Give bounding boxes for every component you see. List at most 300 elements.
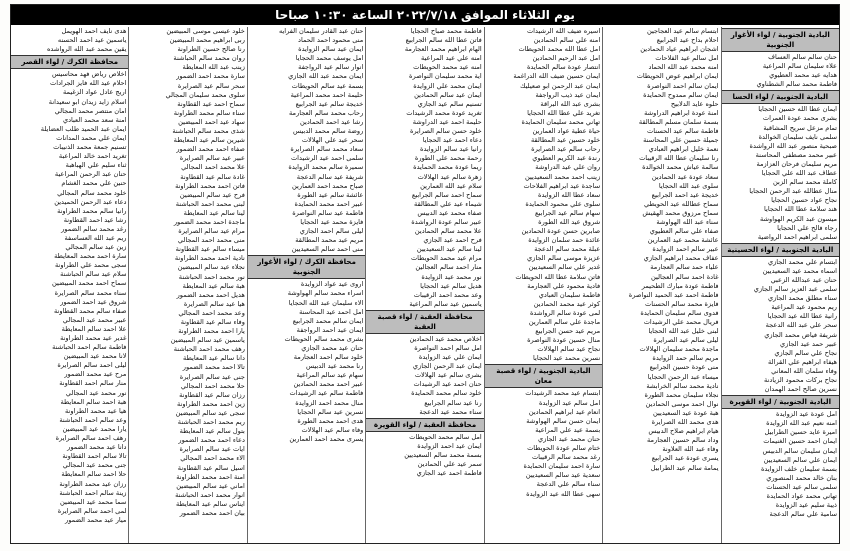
list-item: ايمان سليمان سالم الدبيس xyxy=(762,446,837,455)
list-item: مرام عيد محمد الحويطات xyxy=(410,254,482,263)
list-item: منار احمد سالم العجالين xyxy=(415,263,482,272)
list-item: مريم عيد محمد المطالقة xyxy=(295,236,364,245)
list-item: ختام سالم عودة الحويطات xyxy=(527,444,601,453)
list-item: لبنى محمد احمد الحباشنة xyxy=(175,199,245,208)
list-item: اسلام زايد زيدان ابو سعيدانة xyxy=(48,97,127,106)
list-item: خلود عيسى موسى المبيضين xyxy=(166,27,245,35)
list-item: ايمان عطا الله حسين الحجايا xyxy=(758,105,837,114)
list-item: ايمان سالم احمد النواصرة xyxy=(647,81,719,90)
list-item: فاطمة عودة مبارك الطحيمر xyxy=(641,281,719,290)
list-item: سماح مرزوق محمد الهقيش xyxy=(642,208,719,217)
list-item: زهرة سالم عيد الهلالات xyxy=(417,172,482,181)
list-item: اخلاص رياض فهد محاسيس xyxy=(51,70,127,79)
list-item: بسمة محمد سالم السعيديين xyxy=(404,450,482,459)
list-item: صابرين حسن عودة الحمادين xyxy=(521,227,601,236)
list-item: تغريد علي عطا الله الحجايا xyxy=(527,108,601,117)
list-item: الهام ابراهيم محمد العجارمة xyxy=(404,45,482,54)
list-item: ليلى سالم احمد الجازي xyxy=(299,227,364,236)
list-item: ايمان عيد سالم الحمادين xyxy=(414,90,482,99)
list-item: الاء سليمان عبد الله الحجايا xyxy=(288,298,364,307)
list-item: امان منتصر محمد المجالي xyxy=(54,106,127,115)
section-header: البادية الجنوبية / لواء قصبة معان xyxy=(485,364,602,388)
document-page xyxy=(10,4,840,544)
list-item: حليمة احمد عيد الدراوشة xyxy=(412,117,482,126)
list-item: رحمة محمد علي الطورة xyxy=(414,154,482,163)
list-item: زينة سالم احمد الحباشنة xyxy=(59,488,127,497)
list-item: ساجدة عيد ابراهيم الفلاحات xyxy=(523,181,601,190)
list-item: حنان محمد عيد الجازي xyxy=(538,434,601,443)
list-item: بسمة عيد علي المراعية xyxy=(535,425,601,434)
list-item: حنان عبد الرحمن المراعية xyxy=(54,170,127,179)
list-item: نور محمد عيد المجالي xyxy=(65,388,127,397)
list-item: ماجدة علي سالم العمارين xyxy=(528,318,601,326)
list-item: عبير احمد محمد الحمايدة xyxy=(294,199,364,208)
list-item: عبير محمد عيد المجالي xyxy=(62,315,127,324)
list-item: وفاء سالم عيد الهلالات xyxy=(301,425,364,434)
section-header: محافظة العقبة / لواء قصبة العقبة xyxy=(366,310,483,334)
list-item: بشرى محمد سالم الحويطات xyxy=(284,334,364,343)
list-item: خلود حسن سالم الصرايرة xyxy=(409,127,482,136)
list-item: رزان عيد محمد الطراونة xyxy=(59,479,127,488)
list-item: انوار سالم عيد الرواجفة xyxy=(298,63,364,72)
list-item: سحر علي عبد الله الدعجة xyxy=(765,321,837,330)
name-column xyxy=(247,27,365,543)
list-item: مريم سالم حمد الزوايدة xyxy=(652,354,719,363)
list-item: تهاني محمد سليمان الحمايدة xyxy=(521,117,601,126)
list-item: سناء سالم محمد الطراونة xyxy=(173,108,245,117)
list-item: سهام سالم عيد الجرابيع xyxy=(534,208,601,217)
list-item: بسمة سليمان خلف الزوايدة xyxy=(760,464,837,473)
list-item: سعاد عودة عيد الحمادين xyxy=(651,172,719,181)
section-header: البادية الجنوبية / لواء الحسا xyxy=(722,90,839,104)
list-item: حلا محمد احمد المجالي xyxy=(180,381,245,390)
list-item: فاطمة محمد سالم الشطناوي xyxy=(756,80,837,89)
list-item: فايزة محمد سالم الحسنات xyxy=(645,299,719,308)
list-item: امنه محمد عبد الله الحماد xyxy=(648,63,719,72)
list-item: عبير محمد مصطفى المحاسنة xyxy=(755,150,837,159)
list-item: بتول سالم عيد المعايطة xyxy=(179,427,245,436)
name-list xyxy=(366,27,483,309)
list-item: ايمان علي سالم السعيديين xyxy=(763,455,837,464)
list-item: دعاء عبد الرحمن الحميدين xyxy=(54,197,127,206)
list-item: عبير احمد محمد الحمادين xyxy=(293,380,364,389)
list-item: ايمان حسين ضيف الله الدراغمة xyxy=(513,72,601,81)
list-item: ثناء سليم علي الهباهبة xyxy=(65,161,127,170)
list-item: دعاء احمد محمد الضمور xyxy=(178,436,245,445)
list-item: سناء محمد سالم الصرايرة xyxy=(54,288,127,297)
list-item: غادة سالم عيد القطاونة xyxy=(180,172,245,181)
list-item: نادية محمد سالم الخرابشة xyxy=(646,381,719,390)
date-banner: يوم الثلاثاء الموافق ٢٠٢٢/٧/١٨ الساعة ١٠:٣٠ صباحا xyxy=(11,5,839,25)
list-item: يسرى محمد احمد العمارين xyxy=(289,434,364,443)
list-item: عبير عيد سالم الصرايرة xyxy=(179,154,245,163)
list-item: وعد سالم احمد الحباشنة xyxy=(59,415,127,424)
list-item: هيا عيد محمد الطراونة xyxy=(64,406,127,415)
list-item: سناء عبد الله الهواوشة xyxy=(656,217,719,226)
list-item: امل عطا الله محمد الحويطات xyxy=(518,45,601,54)
list-item: سلمى سالم عيد الحسنات xyxy=(766,482,837,491)
list-item: سلام عيد الله العمارين xyxy=(420,181,482,190)
list-item: منال عطالله عبد الرحمن الحجايا xyxy=(749,187,837,196)
list-item: خديجة سالم عيد الجرابيع xyxy=(295,99,364,108)
list-item: كوثر عيد محمد الحمادين xyxy=(533,299,601,308)
list-item: منى احمد سالم السعيديين xyxy=(291,245,364,254)
list-item: عائدة حمد سلمان الزوايدة xyxy=(528,236,601,245)
list-item: رانية عطا الله عيد الحجايا xyxy=(767,312,837,321)
list-item: خديجة عيد احمد الجرابيع xyxy=(651,190,719,199)
list-item: لمى احمد سالم الصرايرة xyxy=(57,506,127,515)
list-item: سلمى نايف سليمان الخوالدة xyxy=(758,132,837,141)
list-item: خلود سالم محمد الحمايدة xyxy=(411,389,482,398)
name-list xyxy=(722,410,839,519)
list-item: جميلة حسين علي المحاسنة xyxy=(643,136,719,145)
list-item: رانيا سالم محمد الطراونة xyxy=(57,206,127,215)
list-item: رهف احمد سالم الصرايرة xyxy=(55,434,127,443)
list-item: سارة احمد سليمان الحمايدة xyxy=(523,462,601,471)
list-item: صباح محمد احمد العمارين xyxy=(292,181,364,190)
list-item: ايمان عبد الرحمن ابو صعيليك xyxy=(520,81,601,90)
list-item: امل احمد عيد المحاسنة xyxy=(299,307,364,316)
list-item: غدير علي سالم السعيديين xyxy=(528,263,601,272)
list-item: امنة احمد محمد الطراونة xyxy=(176,472,245,481)
list-item: اريج عادل عواد الزغيمة xyxy=(63,88,127,97)
list-item: ميساء سالم عيد القطاونة xyxy=(175,245,245,254)
list-item: رجاء فالح علي الحجايا xyxy=(777,223,837,232)
list-item: ميساء عبد الرحمن الحجايا xyxy=(647,372,719,381)
list-item: روان محمد سالم الحباشنة xyxy=(173,54,245,63)
list-item: فرح احمد عيد الجازي xyxy=(423,236,482,245)
list-item: هبة عودة عيد السعيديين xyxy=(652,408,719,417)
name-list xyxy=(11,70,128,525)
list-item: تالا احمد محمد الضمور xyxy=(182,363,245,372)
list-item: سلوى محمد سليمان المجالي xyxy=(165,90,245,99)
list-item: سميرة سالم محمد الزوايدة xyxy=(288,163,364,172)
list-item: سناء سالم علي الدعجة xyxy=(536,480,601,489)
list-item: زين احمد محمد الطراونة xyxy=(177,399,245,408)
list-item: رحاب محمد سالم العجارمة xyxy=(289,108,364,117)
list-item: اسيره ضيف الله الرشيدات xyxy=(526,27,601,35)
list-item: لينا سالم عيد السعيديين xyxy=(416,245,482,254)
list-item: سهام عيد سالم المراعية xyxy=(296,371,364,380)
list-item: سمر عيد علي الحمادين xyxy=(417,460,482,469)
list-item: ايمان سالم ممدوح الحمايدة xyxy=(643,90,719,99)
list-item: شذى محمد سالم الحباشنة xyxy=(172,127,245,136)
list-item: احلام بداح عيد الجرابيع xyxy=(656,36,719,45)
list-item: انعام عيد ابراهيم الحمادين xyxy=(528,407,601,416)
list-item: فاتن احمد محمد الطراونة xyxy=(175,181,245,190)
list-item: امنة سعد محمد العبادي xyxy=(62,115,127,124)
list-item: نور محمد عيد الزوايدة xyxy=(421,272,482,281)
list-item: يارا محمد عيد المبيضين xyxy=(62,424,127,433)
list-item: منى محمد احمد المجالي xyxy=(177,236,245,245)
list-item: انتصار عودة سالم الحمايدة xyxy=(526,63,601,72)
list-item: رنا صالح حسين الطراونة xyxy=(177,45,245,54)
list-item: ريم محمد احمد الحباشنة xyxy=(177,418,245,427)
list-item: عبير حمد عيد الجازي xyxy=(779,339,837,348)
list-item: نجاح عيد سالم الهلالات xyxy=(537,345,601,354)
list-item: وفاء عبد الله العلاونة xyxy=(662,445,719,454)
list-item: ليلى احمد سالم الصرايرة xyxy=(57,361,127,370)
list-item: سناء مطلق محمد الجازي xyxy=(767,294,837,303)
list-item: سحر عيد علي الهلالات xyxy=(301,136,364,145)
list-item: بسمة سلمان مسلم المطالقة xyxy=(638,117,719,126)
list-item: علياء حمد سالم العجارمة xyxy=(650,263,719,272)
list-item: هديل احمد محمد الضمور xyxy=(176,290,245,299)
list-item: سالمة عياش محمد الخوالدة xyxy=(642,163,719,172)
section-header: محافظة الكرك / لواء القصر xyxy=(11,55,128,69)
list-item: هدايه عيد محمد العطيوي xyxy=(769,71,837,80)
list-item: بشرى عبد الله البراقة xyxy=(540,99,601,108)
list-item: ذيبة سليم عيد الزوايدة xyxy=(775,501,837,510)
list-item: رندة عبد الكريم العطيوي xyxy=(532,154,601,163)
list-item: فادية محمود علي العجارمة xyxy=(527,281,601,290)
list-item: ايات عيد سالم الصرايرة xyxy=(179,445,245,454)
list-item: ايناس سالم عيد المعايطة xyxy=(175,499,245,508)
list-item: اروى عيد عواد الزوايدة xyxy=(300,280,364,289)
list-item: حنان عبد القادر سليمان الفرايه xyxy=(278,27,364,35)
list-item: نجاح بركات محمود الزيادنة xyxy=(763,376,837,384)
list-item: ايمان عبد الحميد طلب العضايلة xyxy=(40,124,127,133)
list-item: رهف محمد احمد الحباشنة xyxy=(173,345,245,354)
list-item: تمام مزعل سريح المشاقبة xyxy=(763,123,837,132)
name-list xyxy=(722,53,839,89)
list-item: سعاد عطا الله الزوايدة xyxy=(538,190,601,199)
list-item: رنا محمد عيد الدبيس xyxy=(306,362,364,371)
list-item: ايمان محمد عبد الله الجازي xyxy=(288,72,364,81)
list-item: نعمة خليل ابراهيم العبادي xyxy=(648,145,719,154)
name-list xyxy=(366,335,483,417)
list-item: رشا عيد احمد القطاونة xyxy=(63,215,127,224)
list-item: حلوه عايد الدلابيح xyxy=(670,99,719,108)
list-item: ياسمين عيد سالم المراعية xyxy=(409,299,482,308)
list-item: سجى محمد علي الطراونة xyxy=(54,261,127,270)
list-item: يقين محمد عبد الله الرواشده xyxy=(46,45,127,54)
list-item: نجاح عواد حسين الحجايا xyxy=(771,196,837,205)
list-item: تغريد عودة محمد الرشيدات xyxy=(406,108,482,117)
list-item: سلوى عبد الله الحجايا xyxy=(658,181,719,190)
list-item: وعد محمد احمد الرقيبات xyxy=(413,290,482,299)
list-item: نجلاء عيد سالم المبيضين xyxy=(177,263,245,272)
list-item: سحر سالم عيد الصرايرة xyxy=(177,81,245,90)
list-item: سارة احمد محمد المعايطة xyxy=(54,252,127,261)
list-item: فاتن سلامة عطا الله الحويطات xyxy=(515,272,601,281)
list-item: وفاء سلمان الله المعاني xyxy=(771,366,837,375)
list-item: مريم سليمان فرحان العزازمة xyxy=(756,159,837,168)
list-item: ميار عيد محمد الضمور xyxy=(65,515,127,524)
list-item: رغد محمد سالم الضمور xyxy=(61,224,127,233)
list-item: هديل سالم عيد الحجايا xyxy=(420,281,482,290)
list-item: سماح احمد سالم الجرابيع xyxy=(411,190,482,199)
list-item: رنا عيد سالم الجرابيع xyxy=(424,398,482,407)
name-column xyxy=(11,27,128,543)
list-item: ايمان سالم محمد الجرابيع xyxy=(292,316,364,325)
name-columns xyxy=(11,27,839,543)
list-item: حنان سالم سالم العساف xyxy=(768,53,837,61)
list-item: بيان احمد محمد الضمور xyxy=(179,508,245,517)
list-item: بنان خالد محمد المنصوري xyxy=(766,473,837,482)
name-list xyxy=(722,258,839,394)
list-item: تالا سالم احمد القطاونة xyxy=(62,452,127,461)
list-item: سما محمد عيد المبيضين xyxy=(60,497,127,506)
list-item: دانا سالم عيد المعايطة xyxy=(183,354,245,363)
list-item: جنى عيد سالم الصرايرة xyxy=(179,372,245,381)
list-item: هدى نايف احمد الهويمل xyxy=(61,27,127,35)
list-item: روضة سالم محمد الدبيس xyxy=(292,127,364,136)
list-item: دعاء احمد عيد الحجايا xyxy=(422,136,482,145)
list-item: شيماء عيد علي المطالقة xyxy=(414,199,482,208)
list-item: ايمان عيد ذيب الرواجفة xyxy=(535,90,601,99)
list-item: نور محمد احمد الحباشنة xyxy=(178,272,245,281)
list-item: علا محمد احمد المجالي xyxy=(181,163,245,172)
list-item: نادية احمد محمد الطراونة xyxy=(174,254,245,263)
list-item: شيرين سالم عيد المعايطة xyxy=(173,136,245,145)
list-item: الاء محمد احمد المجالي xyxy=(180,454,245,463)
list-item: حنان احمد عيد الرشيدات xyxy=(413,380,482,389)
name-list xyxy=(11,27,128,54)
list-item: حياة عطية عواد العمارين xyxy=(532,127,601,136)
list-item: نجلاء سليمان محمد الطورة xyxy=(644,390,719,399)
list-item: سماح عطالله عيد الحويطي xyxy=(643,199,719,208)
list-item: ياسمين عيد سالم المبيضين xyxy=(170,336,245,345)
list-item: هند سلامة عطا الله الحجايا xyxy=(764,205,837,214)
list-item: شروق عيد احمد الضمور xyxy=(60,297,127,306)
list-item: جنى محمد عيد المجالي xyxy=(62,461,127,470)
name-column xyxy=(365,27,483,543)
list-item: هبة سالم عيد المعايطة xyxy=(182,281,245,290)
list-item: فاتن عطا الله سالم الجرابيع xyxy=(405,36,482,45)
list-item: امنة عودة ابراهيم الدراوشة xyxy=(644,108,719,117)
list-item: يارا احمد محمد الطراونة xyxy=(178,327,245,336)
list-item: لانا محمد عيد المبيضين xyxy=(63,352,127,361)
list-item: اسيل سالم عيد القطاونة xyxy=(177,463,245,472)
list-item: عبير سالم احمد الزوايدة xyxy=(652,245,719,254)
list-item: علا احمد سالم المعايطة xyxy=(61,324,127,333)
list-item: امل سالم عيد الفلاحات xyxy=(655,54,719,63)
list-item: سعاد محمد سالم الصرايرة xyxy=(290,145,364,154)
list-item: سعدية عيد سالم السعيديين xyxy=(525,471,601,480)
list-item: هدى احمد محمد الطورة xyxy=(297,416,364,425)
list-item: ايمان علي عيد الزوايدة xyxy=(418,353,482,362)
list-item: سامية علي سالم الدعجة xyxy=(769,510,837,519)
list-item: هدى محمد الله الصرايرة xyxy=(651,418,719,427)
list-item: سلمى عبد العزيز سالم الجازي xyxy=(753,285,837,294)
list-item: سلام عيد سالم الحباشنة xyxy=(60,270,127,279)
name-list xyxy=(485,389,602,498)
name-column xyxy=(602,27,720,543)
list-item: صفاء احمد محمد الضمور xyxy=(176,145,245,154)
list-item: هيا عيد سالم الصرايرة xyxy=(183,299,245,308)
list-item: لينا سالم عيد المعايطة xyxy=(183,208,245,217)
list-item: فاطمة عيد سالم النواصرة xyxy=(292,208,364,217)
list-item: حلا احمد سالم المعايطة xyxy=(61,470,127,479)
list-item: فاطمة سالم عيد الحسنات xyxy=(647,127,719,136)
list-item: تسنيم جمعة محمد الذنيبات xyxy=(53,143,127,152)
list-item: صبحية منصور عبد الله الرواشدة xyxy=(749,141,837,150)
list-item: بشرى سالم عيد الهلالات xyxy=(414,371,482,380)
name-column xyxy=(484,27,602,543)
list-item: مرام عيد سالم الصرايرة xyxy=(178,227,245,236)
list-item: حنان عيد محمد الجازي xyxy=(301,344,364,352)
list-item: رزان سالم عيد القطاونة xyxy=(179,390,245,399)
list-item: فاطمة احمد عيد الجازي xyxy=(416,469,482,478)
name-column xyxy=(128,27,246,543)
section-header: محافظة العقبة / لواء القويرة xyxy=(366,418,483,432)
list-item: لبنى خليل عبد الله الحجايا xyxy=(648,327,719,336)
list-item: روان علي عيد الدراوشة xyxy=(535,163,601,172)
list-item: ماجدة احمد محمد الضمور xyxy=(173,217,245,226)
section-header: البادية الجنوبية / لواء الأغوار الجنوبية xyxy=(722,28,839,52)
list-item: اسراء محمد سالم الهواوشة xyxy=(287,289,364,298)
list-item: رشا عيد احمد الحمادين xyxy=(300,117,364,126)
name-list xyxy=(722,105,839,241)
list-item: ايمان علي محمد المدانات xyxy=(56,133,127,142)
list-item: لمى عودة سالم الرواشدة xyxy=(529,308,601,317)
list-item: يمامة سالم عيد الطرابيل xyxy=(650,463,719,472)
list-item: فاطمة محمد صباح الحجايا xyxy=(410,27,482,35)
list-item: منى محمود احمد الحماد xyxy=(298,36,364,45)
list-item: مرح عيد محمد الضمور xyxy=(64,370,127,379)
list-item: عبير سالم عودة الرواشدة xyxy=(411,217,482,226)
list-item: دانا عيد محمد الضمور xyxy=(67,443,127,452)
list-item: عزيزة موسى سالم الجازي xyxy=(527,254,601,263)
name-list xyxy=(485,27,602,363)
list-item: ابتسام عيد محمد الرشيدات xyxy=(525,389,601,398)
list-item: امل يوسف محمد الحجايا xyxy=(295,54,364,63)
list-item: سماح احمد عيد القطاونة xyxy=(177,99,245,108)
name-list xyxy=(129,27,246,518)
list-item: فريال محمد علي الرشيدات xyxy=(643,318,719,326)
list-item: منال حسين عودة النواصرة xyxy=(527,336,601,345)
list-item: غدير عيد محمد الطراونة xyxy=(60,334,127,342)
list-item: مريم عيد حسن الجرابيع xyxy=(535,327,601,336)
list-item: منى عودة حسين الجرابيع xyxy=(649,363,719,372)
list-item: حنان عيد عبدالله الزعبي xyxy=(770,275,837,284)
list-item: امل عبد الرحيم الحمادين xyxy=(532,54,601,63)
list-item: سهاد عيد احمد المبيضين xyxy=(178,117,245,126)
list-item: صفاء محمد عيد الدبيس xyxy=(417,208,482,217)
list-item: زينب احمد محمد السعيديين xyxy=(524,172,601,181)
name-list xyxy=(603,27,720,473)
list-item: فاطمة سالم عيد الرشيدات xyxy=(289,389,364,398)
list-item: سلمى ابراهيم احمد الرواضية xyxy=(757,232,837,241)
list-item: تهاني محمد عواد الحمايدة xyxy=(766,492,837,501)
section-header: البادية الجنوبية / لواء الحسينية xyxy=(722,243,839,257)
list-item: امل سالم محمد الحويطات xyxy=(409,432,482,441)
list-item: ريم عبد الله العساسفة xyxy=(64,233,127,242)
list-item: شروق عيد الله الطورة xyxy=(538,217,601,226)
list-item: اماني عيد سالم المبيضين xyxy=(176,481,245,490)
list-item: اشجان ابراهيم عياد الحمادين xyxy=(640,45,719,54)
list-item: انوار محمد احمد الحباشنة xyxy=(175,490,245,499)
list-item: سارة محمد احمد الضمور xyxy=(176,72,245,81)
list-item: غادة احمد سالم العجالين xyxy=(651,272,719,281)
list-item: امل سالم عيد الزوايدة xyxy=(538,398,601,407)
list-item: زين عيد سالم المجالي xyxy=(65,243,127,252)
list-item: امل سالم احمد النواصرة xyxy=(414,344,482,352)
list-item: ايمان عيد احمد الزوايدة xyxy=(417,441,482,450)
section-header: البادية الجنوبية / لواء القويرة xyxy=(722,395,839,409)
list-item: شريفة فياض محمد الجازي xyxy=(764,330,837,339)
list-item: ايمان عبد الرحمن الجازي xyxy=(412,362,482,371)
list-item: صفاء سالم محمد القطاونة xyxy=(53,306,127,315)
list-item: امنه نعيم عبد الله الزوايدة xyxy=(766,419,837,428)
list-item: سهى عطا الله عيد الزوايدة xyxy=(526,489,601,498)
list-item: وعد محمد احمد المجالي xyxy=(178,308,245,317)
list-item: ياسمين عيد احمد الحسنه xyxy=(57,36,127,45)
list-item: رانيا عيد سالم الزوايدة xyxy=(420,145,482,154)
list-item: فاطمة احمد عبد الحميد النواصرة xyxy=(628,290,719,299)
list-item: خلود حسين عيد المطالقة xyxy=(530,136,601,145)
